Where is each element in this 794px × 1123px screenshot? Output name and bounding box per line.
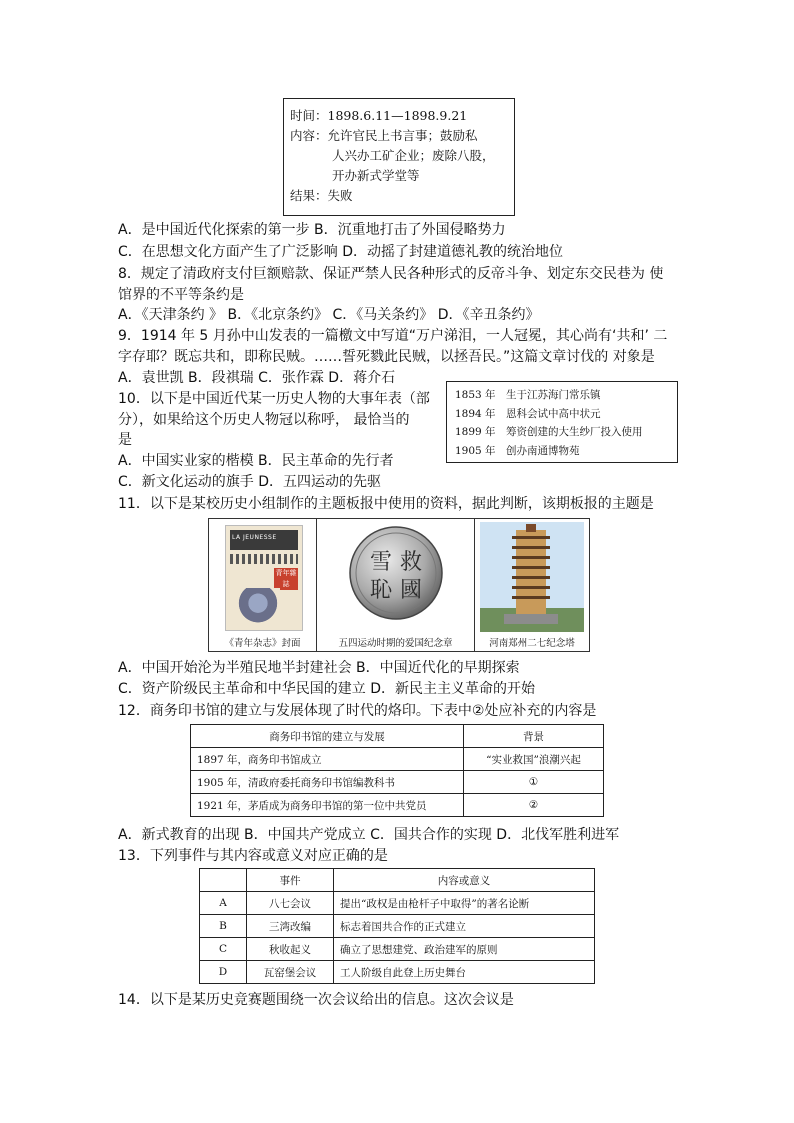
cover-portrait <box>236 588 280 626</box>
q8-options: A．《天津条约 》 B．《北京条约》 C．《马关条约》 D．《辛丑条约》 <box>118 307 540 323</box>
q10-stem-3: 是 <box>118 432 132 448</box>
table-header: 内容或意义 <box>334 869 595 892</box>
q7-options-2: C．在思想文化方面产生了广泛影响 D．动摇了封建道德礼教的统治地位 <box>118 244 564 260</box>
q9-options: A．袁世凯 B．段祺瑞 C．张作霖 D．蒋介石 <box>118 370 396 386</box>
table-cell: 1905 年，清政府委托商务印书馆编教科书 <box>191 771 464 794</box>
q12-table <box>190 724 604 817</box>
badge-char: 國 <box>399 578 423 603</box>
q13-table <box>199 868 595 984</box>
box-result: 结果：失败 <box>290 188 353 203</box>
q11-options-2: C．资产阶级民主革命和中华民国的建立 D．新民主主义革命的开始 <box>118 681 536 697</box>
table-cell: 瓦窑堡会议 <box>247 961 334 984</box>
table-cell: 1921 年，茅盾成为商务印书馆的第一位中共党员 <box>191 794 464 817</box>
magazine-cover-image <box>225 525 303 631</box>
table-row <box>200 938 595 961</box>
timeline-entry: 1853 年 生于江苏海门常乐镇 <box>455 389 601 401</box>
caption-tower: 河南郑州二七纪念塔 <box>489 638 575 649</box>
badge-disc <box>350 527 442 619</box>
table-row <box>191 794 604 817</box>
table-cell: 确立了思想建党、政治建军的原则 <box>334 938 595 961</box>
q10-options-1: A．中国实业家的楷模 B．民主革命的先行者 <box>118 453 394 469</box>
q8-stem-2: 馆界的不平等条约是 <box>118 287 244 303</box>
magazine-cover-photo <box>209 519 317 651</box>
table-row <box>191 771 604 794</box>
table-cell: 1897 年，商务印书馆成立 <box>191 748 464 771</box>
q10-options-2: C．新文化运动的旗手 D．五四运动的先驱 <box>118 474 382 490</box>
caption-magazine: 《青年杂志》封面 <box>224 638 301 649</box>
table-cell: A <box>200 892 247 915</box>
table-cell: ② <box>464 794 604 817</box>
badge-char: 恥 <box>369 578 393 603</box>
table-row <box>200 892 595 915</box>
q14-stem: 14．以下是某历史竞赛题围绕一次会议给出的信息。这次会议是 <box>118 992 514 1008</box>
timeline-entry: 1899 年 筹资创建的大生纱厂投入使用 <box>455 426 643 438</box>
timeline-box <box>446 381 678 463</box>
table-header: 背景 <box>464 725 604 748</box>
box-content-1: 内容：允许官民上书言事；鼓励私 <box>290 128 478 143</box>
q9-stem-1: 9．1914 年 5 月孙中山发表的一篇檄文中写道“万户涕泪，一人冠冕，其心尚有‘共和’ 二 <box>118 328 668 344</box>
box-content-2: 人兴办工矿企业；废除八股， <box>332 148 495 163</box>
table-row <box>200 961 595 984</box>
q8-stem-1: 8．规定了清政府支付巨额赔款、保证严禁人民各种形式的反帝斗争、划定东交民巷为 使 <box>118 266 664 282</box>
table-cell: ① <box>464 771 604 794</box>
table-header-row <box>200 869 595 892</box>
q12-options: A．新式教育的出现 B．中国共产党成立 C．国共合作的实现 D．北伐军胜利进军 <box>118 827 620 843</box>
q12-stem: 12．商务印书馆的建立与发展体现了时代的烙印。下表中②处应补充的内容是 <box>118 703 597 719</box>
patriotic-badge-image <box>348 525 444 621</box>
timeline-entry: 1905 年 创办南通博物苑 <box>455 444 580 457</box>
table-cell: “实业救国”浪潮兴起 <box>464 748 604 771</box>
caption-badge: 五四运动时期的爱国纪念章 <box>338 638 453 649</box>
table-header-row <box>191 725 604 748</box>
table-cell: C <box>200 938 247 961</box>
q11-options-1: A．中国开始沦为半殖民地半封建社会 B．中国近代化的早期探索 <box>118 660 520 676</box>
cover-label: 青年雜誌 <box>275 569 297 588</box>
table-header <box>200 869 247 892</box>
tower-body <box>516 530 546 614</box>
reform-info-box <box>283 98 515 216</box>
cover-pattern <box>230 554 298 564</box>
erqi-tower-image <box>480 522 584 632</box>
q13-stem: 13．下列事件与其内容或意义对应正确的是 <box>118 848 388 864</box>
box-content-3: 开办新式学堂等 <box>332 168 420 183</box>
table-cell: D <box>200 961 247 984</box>
table-header: 事件 <box>247 869 334 892</box>
tower-top <box>526 524 536 532</box>
badge-char: 雪 <box>369 550 393 575</box>
badge-char: 救 <box>399 550 423 575</box>
q9-stem-2: 字存耶？既忘共和，即称民贼。……誓死戮此民贼，以拯吾民。”这篇文章讨伐的 对象是 <box>118 349 655 365</box>
photo-strip <box>208 518 590 652</box>
table-cell: 八七会议 <box>247 892 334 915</box>
table-row <box>200 915 595 938</box>
q11-stem: 11．以下是某校历史小组制作的主题板报中使用的资料，据此判断，该期板报的主题是 <box>118 496 654 512</box>
q10-stem-1: 10．以下是中国近代某一历史人物的大事年表（部 <box>118 391 430 407</box>
tower-base <box>504 614 558 624</box>
table-cell: 三湾改编 <box>247 915 334 938</box>
table-cell: B <box>200 915 247 938</box>
table-cell: 秋收起义 <box>247 938 334 961</box>
table-header: 商务印书馆的建立与发展 <box>191 725 464 748</box>
cover-header-text: LA JEUNESSE <box>232 534 277 541</box>
q7-options-1: A．是中国近代化探索的第一步 B．沉重地打击了外国侵略势力 <box>118 222 506 238</box>
table-cell: 标志着国共合作的正式建立 <box>334 915 595 938</box>
table-cell: 工人阶级自此登上历史舞台 <box>334 961 595 984</box>
timeline-entry: 1894 年 恩科会试中高中状元 <box>455 407 601 420</box>
q10-stem-2: 分），如果给这个历史人物冠以称呼， 最恰当的 <box>118 412 410 428</box>
box-time: 时间：1898.6.11—1898.9.21 <box>290 108 468 123</box>
badge-photo <box>317 519 475 651</box>
table-cell: 提出“政权是由枪杆子中取得”的著名论断 <box>334 892 595 915</box>
tower-photo <box>475 519 589 651</box>
table-row <box>191 748 604 771</box>
